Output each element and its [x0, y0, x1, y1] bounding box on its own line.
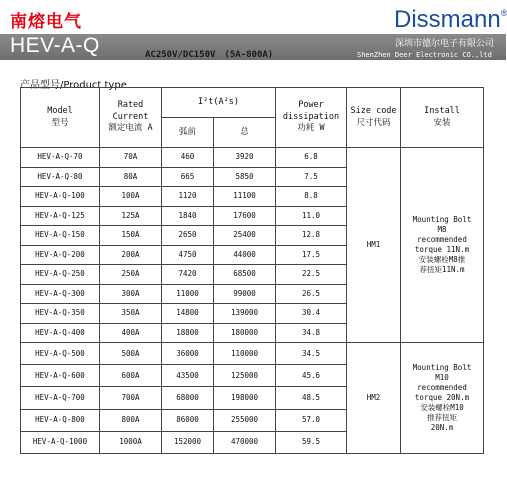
brand-english-name: Dissmann: [394, 6, 501, 33]
cell-install: [401, 343, 484, 454]
cell-model: HEV-A-Q-125: [21, 206, 100, 226]
company-name-chinese: 深圳市德尔电子有限公司: [395, 39, 495, 49]
rating-current-range: (5A-800A): [224, 50, 274, 60]
cell-i2t-total: 139000: [214, 304, 276, 324]
cell-power: 30.4: [276, 304, 347, 324]
model-code: HEV-A-Q: [10, 34, 100, 57]
cell-rated-current: 250A: [100, 265, 162, 285]
cell-rated-current: 300A: [100, 284, 162, 304]
cell-power: 8.8: [276, 187, 347, 207]
header-i2t: I²t(A²s): [162, 88, 276, 118]
cell-i2t-total: 3920: [214, 148, 276, 168]
header-size-code: Size code 尺寸代码: [347, 88, 401, 148]
cell-i2t-pre: 1120: [162, 187, 214, 207]
cell-power: 48.5: [276, 387, 347, 409]
cell-rated-current: 100A: [100, 187, 162, 207]
cell-i2t-pre: 14800: [162, 304, 214, 324]
cell-install: [401, 148, 484, 343]
cell-model: HEV-A-Q-600: [21, 365, 100, 387]
install-line: M10: [435, 372, 449, 382]
cell-i2t-total: 25400: [214, 226, 276, 246]
cell-size-code: HM1: [347, 148, 401, 343]
cell-power: 12.8: [276, 226, 347, 246]
cell-i2t-total: 110000: [214, 343, 276, 365]
cell-model: HEV-A-Q-70: [21, 148, 100, 168]
header-install: Install 安装: [401, 88, 484, 148]
install-line: 推荐扭矩: [427, 413, 458, 423]
cell-power: 22.5: [276, 265, 347, 285]
install-line: M8: [437, 224, 447, 234]
header-model: Model 型号: [21, 88, 100, 148]
cell-model: HEV-A-Q-800: [21, 409, 100, 431]
cell-rated-current: 150A: [100, 226, 162, 246]
cell-i2t-pre: 2650: [162, 226, 214, 246]
install-line: torque 20N.m: [414, 392, 470, 402]
cell-power: 26.5: [276, 284, 347, 304]
cell-rated-current: 80A: [100, 167, 162, 187]
cell-power: 7.5: [276, 167, 347, 187]
cell-i2t-total: 125000: [214, 365, 276, 387]
cell-i2t-total: 198000: [214, 387, 276, 409]
install-line: 安装螺栓M8推: [418, 255, 466, 265]
cell-i2t-pre: 86000: [162, 409, 214, 431]
cell-i2t-pre: 4750: [162, 245, 214, 265]
cell-i2t-total: 5850: [214, 167, 276, 187]
cell-i2t-pre: 1840: [162, 206, 214, 226]
cell-rated-current: 700A: [100, 387, 162, 409]
registered-mark: ®: [500, 8, 507, 18]
product-type-table: [20, 87, 484, 454]
cell-i2t-total: 180000: [214, 323, 276, 343]
cell-i2t-pre: 152000: [162, 431, 214, 453]
cell-rated-current: 350A: [100, 304, 162, 324]
cell-power: 57.0: [276, 409, 347, 431]
table-row: [21, 148, 484, 168]
cell-power: 59.5: [276, 431, 347, 453]
cell-model: HEV-A-Q-100: [21, 187, 100, 207]
install-line: 安装螺栓M10: [420, 403, 464, 413]
header-i2t-pre-arcing: 弧前: [162, 118, 214, 148]
rating-voltage: AC250V/DC150V: [145, 50, 216, 60]
cell-model: HEV-A-Q-250: [21, 265, 100, 285]
cell-rated-current: 125A: [100, 206, 162, 226]
cell-i2t-pre: 11000: [162, 284, 214, 304]
cell-power: 34.5: [276, 343, 347, 365]
cell-rated-current: 500A: [100, 343, 162, 365]
cell-i2t-total: 470000: [214, 431, 276, 453]
cell-i2t-total: 11100: [214, 187, 276, 207]
cell-i2t-pre: 665: [162, 167, 214, 187]
install-line: 20N.m: [430, 423, 454, 433]
header-rated-current: Rated Current 额定电流 A: [100, 88, 162, 148]
cell-i2t-total: 17600: [214, 206, 276, 226]
cell-rated-current: 1000A: [100, 431, 162, 453]
cell-power: 11.0: [276, 206, 347, 226]
cell-model: HEV-A-Q-150: [21, 226, 100, 246]
company-name-english: ShenZhen Deer Electronic CO.,ltd: [357, 51, 492, 59]
cell-i2t-total: 44000: [214, 245, 276, 265]
brand-logo: [394, 6, 507, 34]
cell-i2t-pre: 7420: [162, 265, 214, 285]
cell-power: 6.8: [276, 148, 347, 168]
cell-rated-current: 70A: [100, 148, 162, 168]
cell-i2t-total: 68500: [214, 265, 276, 285]
install-line: Mounting Bolt: [412, 362, 472, 372]
cell-i2t-pre: 43500: [162, 365, 214, 387]
cell-model: HEV-A-Q-500: [21, 343, 100, 365]
cell-model: HEV-A-Q-200: [21, 245, 100, 265]
cell-power: 45.6: [276, 365, 347, 387]
header-i2t-total: 总: [214, 118, 276, 148]
install-line: torque 11N.m: [414, 245, 470, 254]
install-line: recommended: [417, 234, 467, 244]
cell-rated-current: 200A: [100, 245, 162, 265]
cell-i2t-pre: 36000: [162, 343, 214, 365]
cell-model: HEV-A-Q-300: [21, 284, 100, 304]
cell-i2t-total: 255000: [214, 409, 276, 431]
install-line: Mounting Bolt: [412, 214, 472, 224]
cell-i2t-pre: 18800: [162, 323, 214, 343]
rating-line: [145, 50, 282, 60]
brand-chinese-name: 南熔电气: [10, 12, 82, 32]
cell-power: 17.5: [276, 245, 347, 265]
cell-model: HEV-A-Q-350: [21, 304, 100, 324]
table-row: [21, 343, 484, 365]
cell-model: HEV-A-Q-700: [21, 387, 100, 409]
cell-i2t-total: 99000: [214, 284, 276, 304]
install-line: 荐扭矩11N.m: [419, 265, 465, 275]
cell-rated-current: 800A: [100, 409, 162, 431]
section-title: 产品型号/Product type: [20, 80, 127, 91]
install-line: recommended: [417, 382, 467, 392]
cell-model: HEV-A-Q-80: [21, 167, 100, 187]
cell-rated-current: 600A: [100, 365, 162, 387]
cell-model: HEV-A-Q-1000: [21, 431, 100, 453]
cell-i2t-pre: 460: [162, 148, 214, 168]
cell-rated-current: 400A: [100, 323, 162, 343]
cell-power: 34.8: [276, 323, 347, 343]
cell-i2t-pre: 68000: [162, 387, 214, 409]
cell-size-code: HM2: [347, 343, 401, 454]
table-body: [21, 148, 484, 454]
header-power-dissipation: Power dissipation 功耗 W: [276, 88, 347, 148]
cell-model: HEV-A-Q-400: [21, 323, 100, 343]
